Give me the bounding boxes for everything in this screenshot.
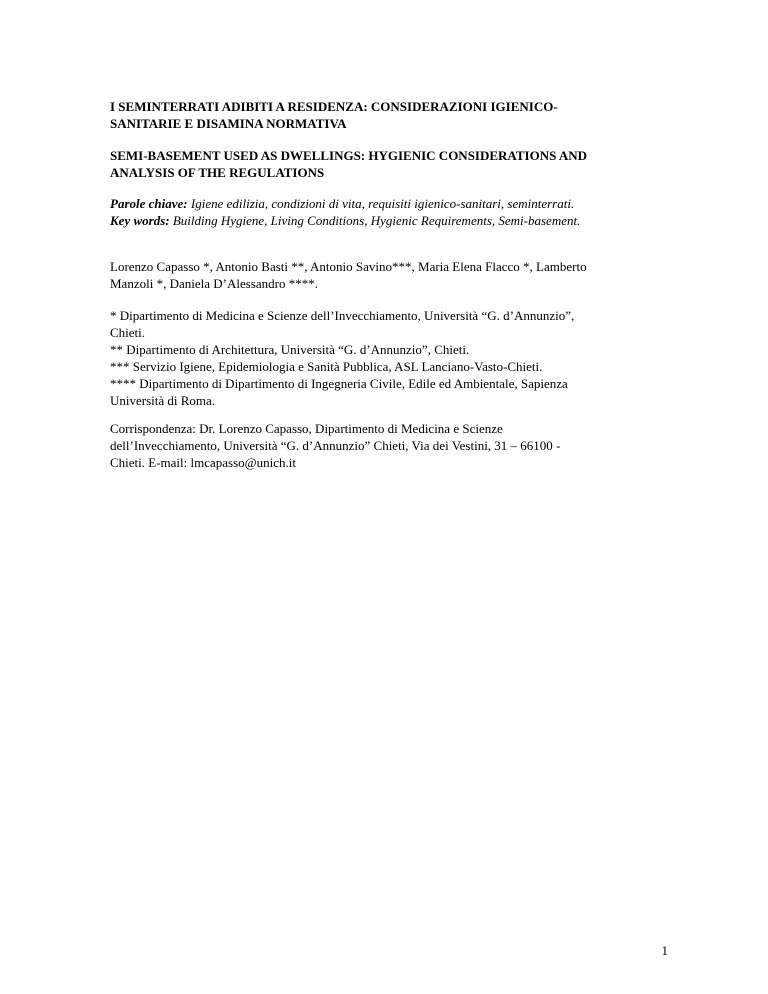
correspondence xyxy=(110,420,670,471)
correspondence-line: dell’Invecchiamento, Università “G. d’Annunzio” Chieti, Via dei Vestini, 31 – 66100 - xyxy=(110,438,561,453)
page-number: 1 xyxy=(661,943,668,958)
keywords-italian-label: Parole chiave: xyxy=(110,196,188,211)
authors xyxy=(110,258,670,292)
title-italian xyxy=(110,98,670,132)
keywords-english xyxy=(110,212,670,229)
affiliation-line: * Dipartimento di Medicina e Scienze dell’Invecchiamento, Università “G. d’Annunzio”, xyxy=(110,308,575,323)
keywords-italian-text: Igiene edilizia, condizioni di vita, requisiti igienico-sanitari, seminterrati. xyxy=(187,196,575,211)
keywords-english-label: Key words: xyxy=(110,213,170,228)
keywords-english-text: Building Hygiene, Living Conditions, Hygienic Requirements, Semi-basement. xyxy=(169,213,581,228)
correspondence-line: Chieti. E-mail: lmcapasso@unich.it xyxy=(110,455,296,470)
authors-line: Manzoli *, Daniela D’Alessandro ****. xyxy=(110,276,318,291)
affiliation-line: **** Dipartimento di Dipartimento di Ingegneria Civile, Edile ed Ambientale, Sapienza xyxy=(110,376,568,391)
keywords-italian xyxy=(110,195,670,212)
title-english xyxy=(110,147,670,181)
affiliation-line: *** Servizio Igiene, Epidemiologia e Sanità Pubblica, ASL Lanciano-Vasto-Chieti. xyxy=(110,359,543,374)
keywords xyxy=(110,195,670,229)
title-english-line: ANALYSIS OF THE REGULATIONS xyxy=(110,165,325,180)
authors-line: Lorenzo Capasso *, Antonio Basti **, Antonio Savino***, Maria Elena Flacco *, Lamberto xyxy=(110,259,587,274)
affiliation-line: ** Dipartimento di Architettura, Università “G. d’Annunzio”, Chieti. xyxy=(110,342,470,357)
title-italian-line: I SEMINTERRATI ADIBITI A RESIDENZA: CONSIDERAZIONI IGIENICO- xyxy=(110,99,558,114)
affiliation-line: Chieti. xyxy=(110,325,146,340)
title-italian-line: SANITARIE E DISAMINA NORMATIVA xyxy=(110,116,347,131)
affiliation-line: Università di Roma. xyxy=(110,393,216,408)
correspondence-line: Corrispondenza: Dr. Lorenzo Capasso, Dipartimento di Medicina e Scienze xyxy=(110,421,503,436)
affiliations xyxy=(110,307,670,409)
title-english-line: SEMI-BASEMENT USED AS DWELLINGS: HYGIENIC CONSIDERATIONS AND xyxy=(110,148,588,163)
